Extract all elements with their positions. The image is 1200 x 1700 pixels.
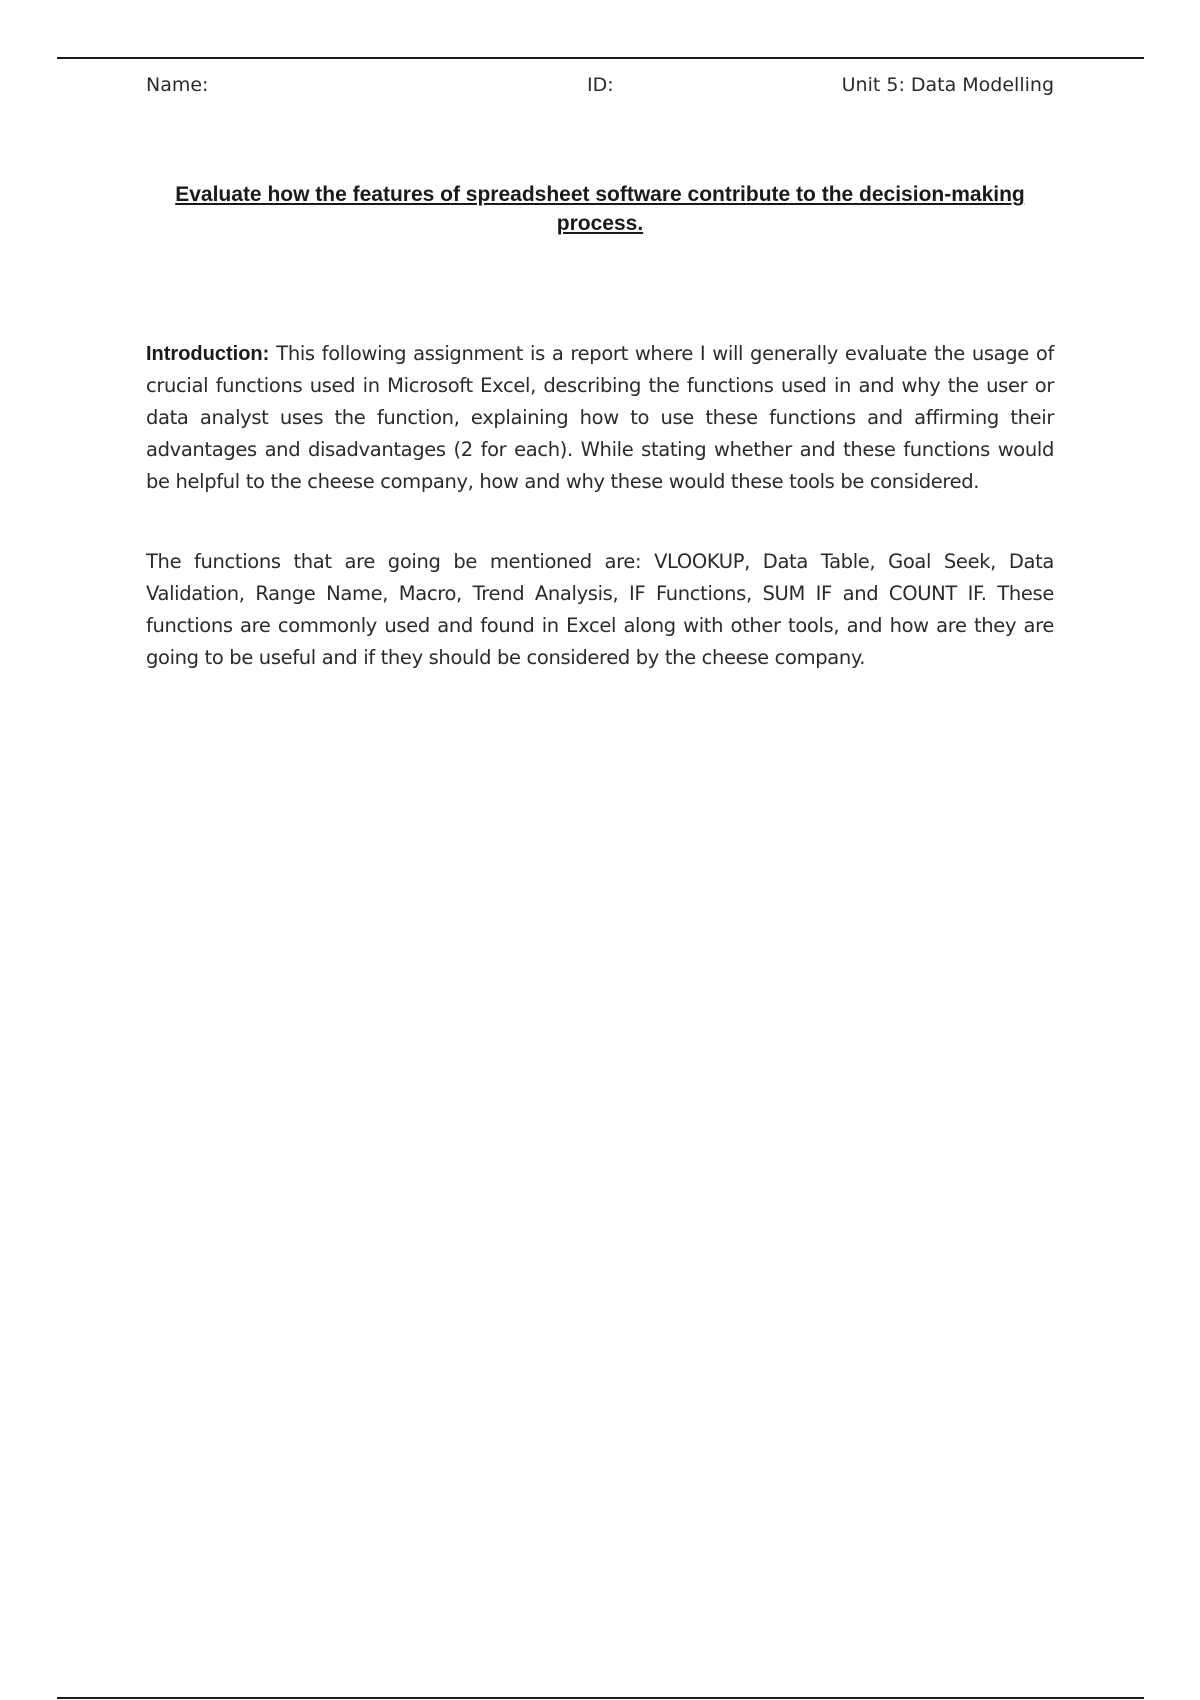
- page-header: [146, 74, 1054, 100]
- functions-paragraph: The functions that are going be mentioned are: VLOOKUP, Data Table, Goal Seek, Data Validation, Range Name, Macro, Trend Analysis, IF Functions, SUM IF and COUNT IF. These functions are commonly used and found in Excel along with other tools, and how are they are going to be useful and if they should be considered by the cheese company.: [146, 550, 1054, 669]
- document-title: Evaluate how the features of spreadsheet software contribute to the decision-making process.: [175, 183, 1025, 235]
- introduction-text: This following assignment is a report where I will generally evaluate the usage of crucial functions used in Microsoft Excel, describing the functions used in and why the user or data analyst uses the function, explaining how to use these functions and affirming their advantages and disadvantages (2 for each). While stating whether and these functions would be helpful to the cheese company, how and why these would these tools be considered.: [146, 342, 1054, 493]
- header-rule: [57, 57, 1144, 59]
- footer-rule: [57, 1697, 1144, 1699]
- introduction-paragraph: [146, 338, 1054, 498]
- unit-label: Unit 5: Data Modelling: [841, 74, 1054, 96]
- name-label: Name:: [146, 74, 209, 96]
- id-label: ID:: [587, 74, 614, 96]
- introduction-label: Introduction:: [146, 343, 270, 365]
